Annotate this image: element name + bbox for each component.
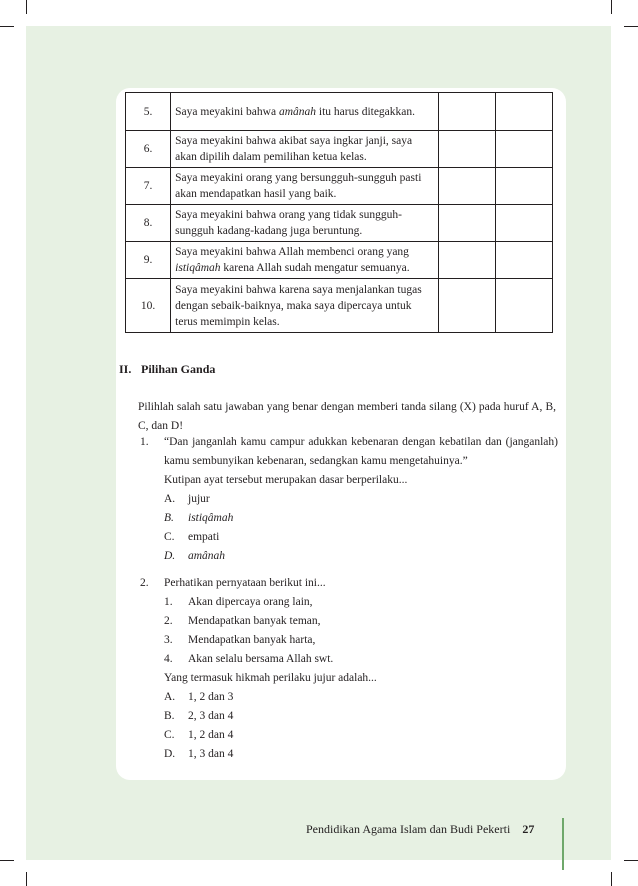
crop-mark [611,0,612,14]
statement-text: Saya meyakini bahwa amânah itu harus ditegakkan. [171,93,438,131]
statement-text: Saya meyakini bahwa orang yang tidak sungguh-sungguh kadang-kadang juga beruntung. [171,205,438,242]
row-number: 8. [126,205,171,242]
answer-cell-disagree[interactable] [495,279,552,333]
row-number: 7. [126,168,171,205]
book-title: Pendidikan Agama Islam dan Budi Pekerti [306,822,511,836]
row-number: 5. [126,93,171,131]
table-row [126,279,553,333]
answer-cell-disagree[interactable] [495,242,552,279]
question-quote: “Dan janganlah kamu campur adukkan kebenaran dengan kebatilan dan (janganlah) kamu sembunyikan kebenaran, sedangkan kamu mengetahuinya.” [164,436,558,467]
answer-cell-agree[interactable] [438,205,495,242]
statement-item: 4. Akan selalu bersama Allah swt. [164,653,334,665]
page-footer [306,822,534,837]
crop-mark [624,26,638,27]
option-d[interactable]: D. 1, 3 dan 4 [164,748,234,760]
question-number: 1. [140,436,149,448]
option-c[interactable]: C. empati [164,531,220,543]
answer-cell-agree[interactable] [438,242,495,279]
instruction-text: Pilihlah salah satu jawaban yang benar dengan memberi tanda silang (X) pada huruf A, B, C, dan D! [138,401,556,432]
answer-cell-agree[interactable] [438,279,495,333]
answer-cell-disagree[interactable] [495,131,552,168]
question-intro: Perhatikan pernyataan berikut ini... [164,577,326,589]
answer-cell-agree[interactable] [438,93,495,131]
option-b[interactable]: B. 2, 3 dan 4 [164,710,234,722]
crop-mark [0,26,14,27]
section-title: Pilihan Ganda [141,362,216,376]
answer-cell-disagree[interactable] [495,168,552,205]
section-number: II. [119,362,132,376]
statement-text: Saya meyakini bahwa karena saya menjalankan tugas dengan sebaik-baiknya, maka saya dipercaya untuk terus memimpin kelas. [171,279,438,333]
table-row [126,242,553,279]
answer-cell-agree[interactable] [438,131,495,168]
row-number: 9. [126,242,171,279]
option-a[interactable]: A. 1, 2 dan 3 [164,691,234,703]
row-number: 10. [126,279,171,333]
answer-cell-agree[interactable] [438,168,495,205]
crop-mark [611,872,612,886]
page-number: 27 [522,822,535,836]
question-1 [140,433,558,563]
footer-accent-bar [562,818,564,870]
statement-text: Saya meyakini bahwa akibat saya ingkar janji, saya akan dipilih dalam pemilihan ketua kelas. [171,131,438,168]
table-row [126,131,553,168]
question-number: 2. [140,577,149,589]
option-b[interactable]: B. istiqâmah [164,512,234,524]
statement-item: 1. Akan dipercaya orang lain, [164,596,313,608]
crop-mark [624,860,638,861]
answer-cell-disagree[interactable] [495,205,552,242]
statement-item: 3. Mendapatkan banyak harta, [164,634,316,646]
crop-mark [26,872,27,886]
option-c[interactable]: C. 1, 2 dan 4 [164,729,234,741]
statement-table [125,92,553,333]
crop-mark [26,0,27,14]
answer-cell-disagree[interactable] [495,93,552,131]
question-prompt: Kutipan ayat tersebut merupakan dasar berperilaku... [164,474,408,486]
crop-mark [0,860,14,861]
table-row [126,205,553,242]
statement-item: 2. Mendapatkan banyak teman, [164,615,321,627]
table-row [126,93,553,131]
row-number: 6. [126,131,171,168]
section-heading [119,362,215,377]
question-2 [140,574,558,764]
statement-text: Saya meyakini orang yang bersungguh-sungguh pasti akan mendapatkan hasil yang baik. [171,168,438,205]
option-a[interactable]: A. jujur [164,493,210,505]
option-d[interactable]: D. amânah [164,550,226,562]
question-prompt: Yang termasuk hikmah perilaku jujur adalah... [164,672,377,684]
statement-text: Saya meyakini bahwa Allah membenci orang yang istiqâmah karena Allah sudah mengatur semuanya. [171,242,438,279]
table-row [126,168,553,205]
